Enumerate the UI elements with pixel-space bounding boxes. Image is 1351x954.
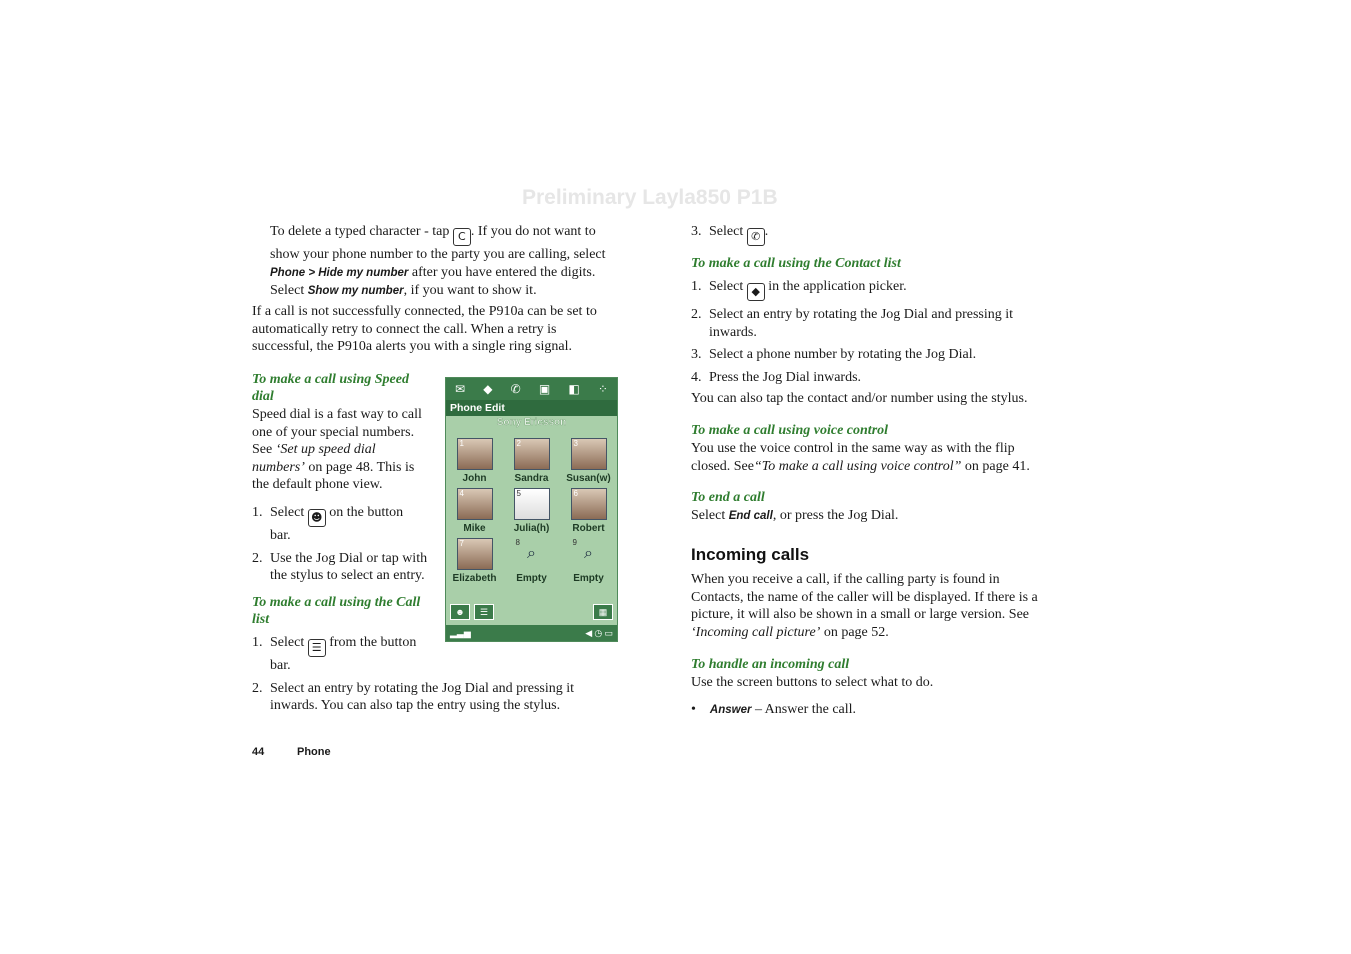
answer-bullet: • Answer – Answer the call.: [691, 702, 857, 717]
page-number: 44: [252, 746, 265, 758]
watermark: Preliminary Layla850 P1B: [522, 186, 778, 209]
contact-photo: 2: [514, 438, 550, 470]
keypad-icon: ▦: [593, 604, 613, 620]
call-handset-icon: ✆: [747, 228, 765, 246]
list-item: 2. Select an entry by rotating the Jog Dial and pressing it inwards.: [691, 307, 1014, 340]
list-item: 1. Select ◆ in the application picker.: [691, 278, 1051, 301]
call-list-icon: ☰: [474, 604, 494, 620]
call-list-steps: [252, 634, 622, 715]
speed-dial-entry: 9 ⌕ Empty: [560, 538, 617, 584]
retry-paragraph: If a call is not successfully connected, the P910a can be set to automatically retry to connect the call. When a retry is successful, the P910a alerts you with a single ring signal.: [252, 304, 597, 354]
contact-photo: 7: [457, 538, 493, 570]
step-three: [691, 223, 1051, 246]
contacts-icon: ◆: [747, 283, 765, 301]
end-call-heading: To end a call: [691, 490, 765, 505]
handle-incoming-heading: To handle an incoming call: [691, 657, 850, 672]
empty-slot-icon: 9 ⌕: [572, 538, 593, 562]
brand-logo: Sony Ericsson: [496, 417, 567, 428]
speed-dial-steps: [252, 504, 442, 585]
speed-dial-entry: 6 Robert: [572, 489, 605, 534]
more-apps-icon: ⁘: [597, 381, 608, 396]
signal-icon: ▂▃▅: [450, 627, 471, 638]
speed-dial-icon: ☻: [308, 509, 326, 527]
speed-dial-entry: 3 Susan(w): [566, 439, 611, 484]
list-item: 1. Select ☰ from the button bar.: [252, 635, 417, 673]
speed-dial-entry: 4 Mike: [446, 488, 503, 534]
incoming-calls-paragraph: When you receive a call, if the calling party is found in Contacts, the name of the caller will be displayed. If there is a picture, it will also be shown in a small or large version. See ‘Incoming call picture’ on page 52.: [691, 572, 1038, 640]
list-item: 3. Select ✆ .: [691, 223, 1051, 246]
messaging-icon: ✉: [455, 381, 466, 396]
speed-dial-entry: 5 Julia(h): [513, 489, 550, 534]
speed-dial-entry: 8 ⌕ Empty: [503, 538, 560, 584]
voice-control-heading: To make a call using voice control: [691, 423, 889, 438]
empty-slot-icon: 8 ⌕: [515, 538, 536, 562]
contact-photo: 3: [571, 438, 607, 470]
contact-photo: 1: [457, 438, 493, 470]
handle-incoming-paragraph: Use the screen buttons to select what to do.: [691, 675, 934, 690]
app-picker-bar: [446, 378, 617, 400]
incoming-calls-heading: Incoming calls: [691, 545, 810, 564]
list-item: 4. Press the Jog Dial inwards.: [691, 369, 862, 385]
contact-list-heading: To make a call using the Contact list: [691, 256, 901, 271]
speed-dial-icon: ☻: [450, 604, 470, 620]
calendar-icon: ▣: [538, 381, 551, 396]
phone-button-bar: [446, 603, 617, 621]
contacts-icon: ◆: [483, 381, 493, 396]
section-name: Phone: [297, 746, 331, 758]
list-item: 2. Select an entry by rotating the Jog Dial and pressing it inwards. You can also tap the entry using the stylus.: [252, 680, 575, 713]
speed-dial-entry: 7 Elizabeth: [452, 539, 497, 584]
phone-icon: ✆: [510, 381, 521, 396]
phone-status-bar: [446, 625, 617, 641]
speed-dial-heading: To make a call using Speed dial: [252, 372, 409, 404]
contact-photo: 6: [571, 488, 607, 520]
list-item: 1. Select ☻ on the button bar.: [252, 505, 404, 543]
list-item: 2. Use the Jog Dial or tap with the stylus to select an entry.: [252, 550, 428, 583]
contact-photo: 5: [514, 488, 550, 520]
end-call-paragraph: Select End call, or press the Jog Dial.: [691, 508, 899, 523]
status-icons: ◀ ◷ ▭: [585, 627, 613, 638]
call-list-icon: ☰: [308, 639, 326, 657]
media-icon: ◧: [568, 381, 580, 396]
speed-dial-grid: [446, 438, 617, 584]
list-item: 3. Select a phone number by rotating the Jog Dial.: [691, 347, 977, 362]
speed-dial-entry: 2 Sandra: [514, 439, 549, 484]
call-list-heading: To make a call using the Call list: [252, 595, 421, 627]
speed-dial-paragraph: Speed dial is a fast way to call one of your special numbers. See ‘Set up speed dial numbers’ on page 48. This is the default phone view.: [252, 407, 422, 492]
also-tap-paragraph: You can also tap the contact and/or number using the stylus.: [691, 391, 1028, 406]
phone-screenshot: [445, 377, 618, 642]
speed-dial-entry: 1 John: [446, 438, 503, 484]
contact-list-steps: [691, 278, 1051, 386]
delete-paragraph: To delete a typed character - tap C . If you do not want to show your phone number to the party you are calling, select Phone > Hide my number after you have entered the digits. Select Show my number, if you want to show it.: [270, 224, 606, 298]
contact-photo: 4: [457, 488, 493, 520]
phone-menu-bar: Phone Edit: [446, 400, 617, 416]
voice-control-paragraph: You use the voice control in the same way as with the flip closed. See“To make a call using voice control” on page 41.: [691, 441, 1030, 474]
clear-key-icon: C: [453, 228, 471, 246]
